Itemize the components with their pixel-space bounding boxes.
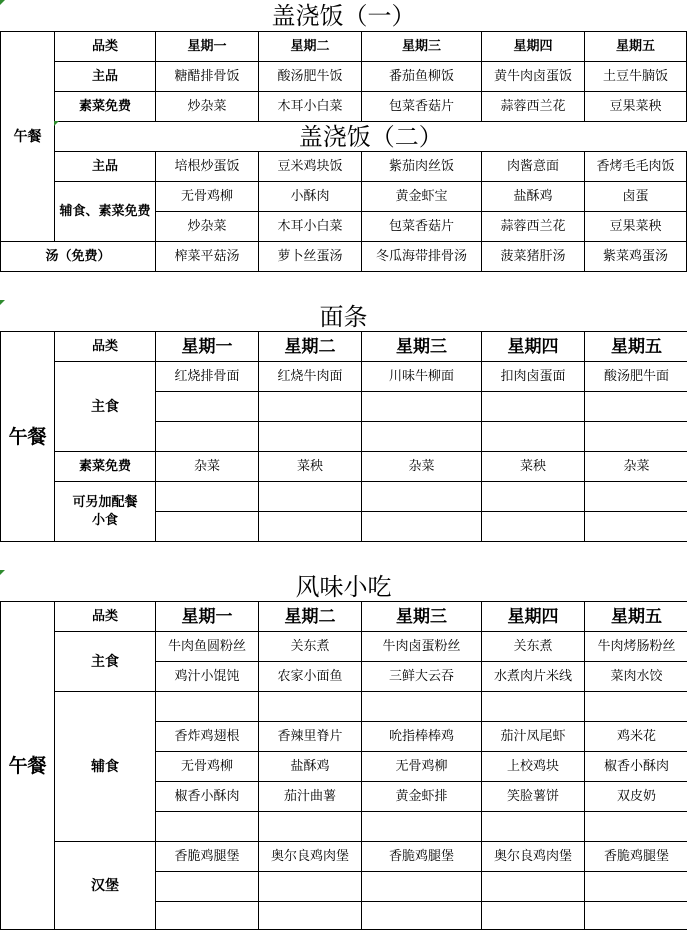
- menu-item: 椒香小酥肉: [585, 752, 687, 782]
- section-title-noodles: 面条: [319, 303, 368, 331]
- menu-item: 萝卜丝蛋汤: [259, 242, 362, 272]
- category-extra-snacks: 可另加配餐小食: [55, 482, 156, 542]
- day-header: 星期四: [482, 602, 585, 632]
- category-free-veg: 素菜免费: [55, 452, 156, 482]
- menu-item: 炒杂菜: [156, 212, 259, 242]
- menu-item: 盐酥鸡: [259, 752, 362, 782]
- lunch-label: 午餐: [1, 332, 55, 542]
- menu-item: 扣肉卤蛋面: [482, 362, 585, 392]
- menu-item: 杂菜: [362, 452, 482, 482]
- menu-item: 牛肉烤肠粉丝: [585, 632, 687, 662]
- empty-cell: [259, 692, 362, 722]
- empty-cell: [156, 872, 259, 902]
- empty-cell: [585, 812, 687, 842]
- menu-item: 鸡米花: [585, 722, 687, 752]
- menu-item: 香脆鸡腿堡: [362, 842, 482, 872]
- day-header: 星期四: [482, 32, 585, 62]
- category-staple: 主食: [55, 632, 156, 692]
- empty-cell: [585, 692, 687, 722]
- menu-item: 蒜蓉西兰花: [482, 212, 585, 242]
- lunch-label: 午餐: [1, 602, 55, 930]
- empty-cell: [482, 512, 585, 542]
- day-header: 星期五: [585, 32, 687, 62]
- menu-item: 菠菜猪肝汤: [482, 242, 585, 272]
- menu-item: 包菜香菇片: [362, 212, 482, 242]
- category-main: 主品: [55, 62, 156, 92]
- menu-item: 吮指棒棒鸡: [362, 722, 482, 752]
- empty-cell: [362, 482, 482, 512]
- menu-item: 盐酥鸡: [482, 182, 585, 212]
- empty-cell: [259, 512, 362, 542]
- empty-cell: [482, 902, 585, 930]
- menu-item: 茄汁凤尾虾: [482, 722, 585, 752]
- empty-cell: [156, 482, 259, 512]
- rice-menu-table: [0, 31, 687, 272]
- category-side: 辅食: [55, 692, 156, 842]
- menu-item: 上校鸡块: [482, 752, 585, 782]
- category-soup: 汤（免费）: [1, 242, 156, 272]
- menu-item: 关东煮: [259, 632, 362, 662]
- empty-cell: [259, 902, 362, 930]
- menu-item: 酸汤肥牛饭: [259, 62, 362, 92]
- category-side-veg: 辅食、素菜免费: [55, 182, 156, 242]
- menu-item: 红烧排骨面: [156, 362, 259, 392]
- day-header: 星期五: [585, 332, 687, 362]
- empty-cell: [362, 512, 482, 542]
- menu-item: 笑脸薯饼: [482, 782, 585, 812]
- empty-cell: [156, 812, 259, 842]
- empty-cell: [585, 902, 687, 930]
- menu-item: 土豆牛腩饭: [585, 62, 687, 92]
- empty-cell: [259, 392, 362, 422]
- menu-item: 香炸鸡翅根: [156, 722, 259, 752]
- menu-item: 椒香小酥肉: [156, 782, 259, 812]
- category-staple: 主食: [55, 362, 156, 452]
- menu-item: 杂菜: [585, 452, 687, 482]
- menu-item: 香烤毛毛肉饭: [585, 152, 687, 182]
- day-header: 星期二: [259, 332, 362, 362]
- category-header: 品类: [55, 602, 156, 632]
- menu-item: 水煮肉片米线: [482, 662, 585, 692]
- empty-cell: [362, 422, 482, 452]
- empty-cell: [482, 422, 585, 452]
- menu-item: 杂菜: [156, 452, 259, 482]
- empty-cell: [362, 902, 482, 930]
- empty-cell: [259, 482, 362, 512]
- empty-cell: [362, 872, 482, 902]
- day-header: 星期一: [156, 32, 259, 62]
- menu-item: 川味牛柳面: [362, 362, 482, 392]
- day-header: 星期一: [156, 602, 259, 632]
- day-header: 星期二: [259, 32, 362, 62]
- empty-cell: [482, 812, 585, 842]
- day-header: 星期一: [156, 332, 259, 362]
- menu-item: 番茄鱼柳饭: [362, 62, 482, 92]
- empty-cell: [585, 482, 687, 512]
- menu-item: 冬瓜海带排骨汤: [362, 242, 482, 272]
- menu-item: 木耳小白菜: [259, 92, 362, 122]
- menu-item: 无骨鸡柳: [156, 752, 259, 782]
- menu-item: 菜秧: [482, 452, 585, 482]
- menu-item: 无骨鸡柳: [362, 752, 482, 782]
- menu-item: 紫菜鸡蛋汤: [585, 242, 687, 272]
- menu-item: 无骨鸡柳: [156, 182, 259, 212]
- lunch-label: 午餐: [1, 32, 55, 242]
- empty-cell: [156, 902, 259, 930]
- section-title-rice-1: 盖浇饭（一）: [271, 2, 416, 30]
- menu-item: 牛肉鱼圆粉丝: [156, 632, 259, 662]
- day-header: 星期五: [585, 602, 687, 632]
- category-free-veg: 素菜免费: [55, 92, 156, 122]
- day-header: 星期三: [362, 332, 482, 362]
- menu-item: 紫茄肉丝饭: [362, 152, 482, 182]
- empty-cell: [259, 422, 362, 452]
- menu-item: 炒杂菜: [156, 92, 259, 122]
- menu-item: 三鲜大云吞: [362, 662, 482, 692]
- menu-item: 豆果菜秧: [585, 212, 687, 242]
- day-header: 星期三: [362, 32, 482, 62]
- menu-item: 菜秧: [259, 452, 362, 482]
- cell-marker: [54, 121, 59, 126]
- menu-item: 榨菜平菇汤: [156, 242, 259, 272]
- empty-cell: [156, 422, 259, 452]
- menu-item: 肉酱意面: [482, 152, 585, 182]
- menu-item: 豆米鸡块饭: [259, 152, 362, 182]
- empty-cell: [362, 812, 482, 842]
- empty-cell: [362, 392, 482, 422]
- empty-cell: [482, 692, 585, 722]
- menu-item: 包菜香菇片: [362, 92, 482, 122]
- menu-item: 黄金虾宝: [362, 182, 482, 212]
- category-header: 品类: [55, 332, 156, 362]
- empty-cell: [482, 482, 585, 512]
- empty-cell: [156, 512, 259, 542]
- noodle-menu-table: [0, 331, 687, 542]
- menu-item: 鸡汁小馄饨: [156, 662, 259, 692]
- menu-item: 农家小面鱼: [259, 662, 362, 692]
- menu-item: 黄牛肉卤蛋饭: [482, 62, 585, 92]
- menu-item: 黄金虾排: [362, 782, 482, 812]
- day-header: 星期三: [362, 602, 482, 632]
- day-header: 星期四: [482, 332, 585, 362]
- day-header: 星期二: [259, 602, 362, 632]
- menu-item: 小酥肉: [259, 182, 362, 212]
- empty-cell: [259, 812, 362, 842]
- menu-item: 蒜蓉西兰花: [482, 92, 585, 122]
- empty-cell: [362, 692, 482, 722]
- menu-item: 香辣里脊片: [259, 722, 362, 752]
- category-header: 品类: [55, 32, 156, 62]
- empty-cell: [482, 392, 585, 422]
- menu-item: 奥尔良鸡肉堡: [482, 842, 585, 872]
- menu-item: 卤蛋: [585, 182, 687, 212]
- empty-cell: [156, 392, 259, 422]
- category-main: 主品: [55, 152, 156, 182]
- snack-menu-table: [0, 601, 687, 930]
- menu-item: 香脆鸡腿堡: [585, 842, 687, 872]
- menu-item: 香脆鸡腿堡: [156, 842, 259, 872]
- menu-item: 糖醋排骨饭: [156, 62, 259, 92]
- menu-item: 关东煮: [482, 632, 585, 662]
- empty-cell: [482, 872, 585, 902]
- empty-cell: [585, 422, 687, 452]
- empty-cell: [585, 392, 687, 422]
- empty-cell: [585, 512, 687, 542]
- menu-item: 酸汤肥牛面: [585, 362, 687, 392]
- menu-item: 牛肉卤蛋粉丝: [362, 632, 482, 662]
- menu-item: 奥尔良鸡肉堡: [259, 842, 362, 872]
- menu-item: 茄汁曲薯: [259, 782, 362, 812]
- category-burger: 汉堡: [55, 842, 156, 930]
- empty-cell: [585, 872, 687, 902]
- menu-item: 木耳小白菜: [259, 212, 362, 242]
- menu-item: 红烧牛肉面: [259, 362, 362, 392]
- menu-item: 培根炒蛋饭: [156, 152, 259, 182]
- menu-item: 菜肉水饺: [585, 662, 687, 692]
- empty-cell: [156, 692, 259, 722]
- menu-item: 豆果菜秧: [585, 92, 687, 122]
- empty-cell: [259, 872, 362, 902]
- menu-item: 双皮奶: [585, 782, 687, 812]
- section-title-rice-2: 盖浇饭（二）: [55, 122, 687, 152]
- section-title-snacks: 风味小吃: [295, 573, 392, 601]
